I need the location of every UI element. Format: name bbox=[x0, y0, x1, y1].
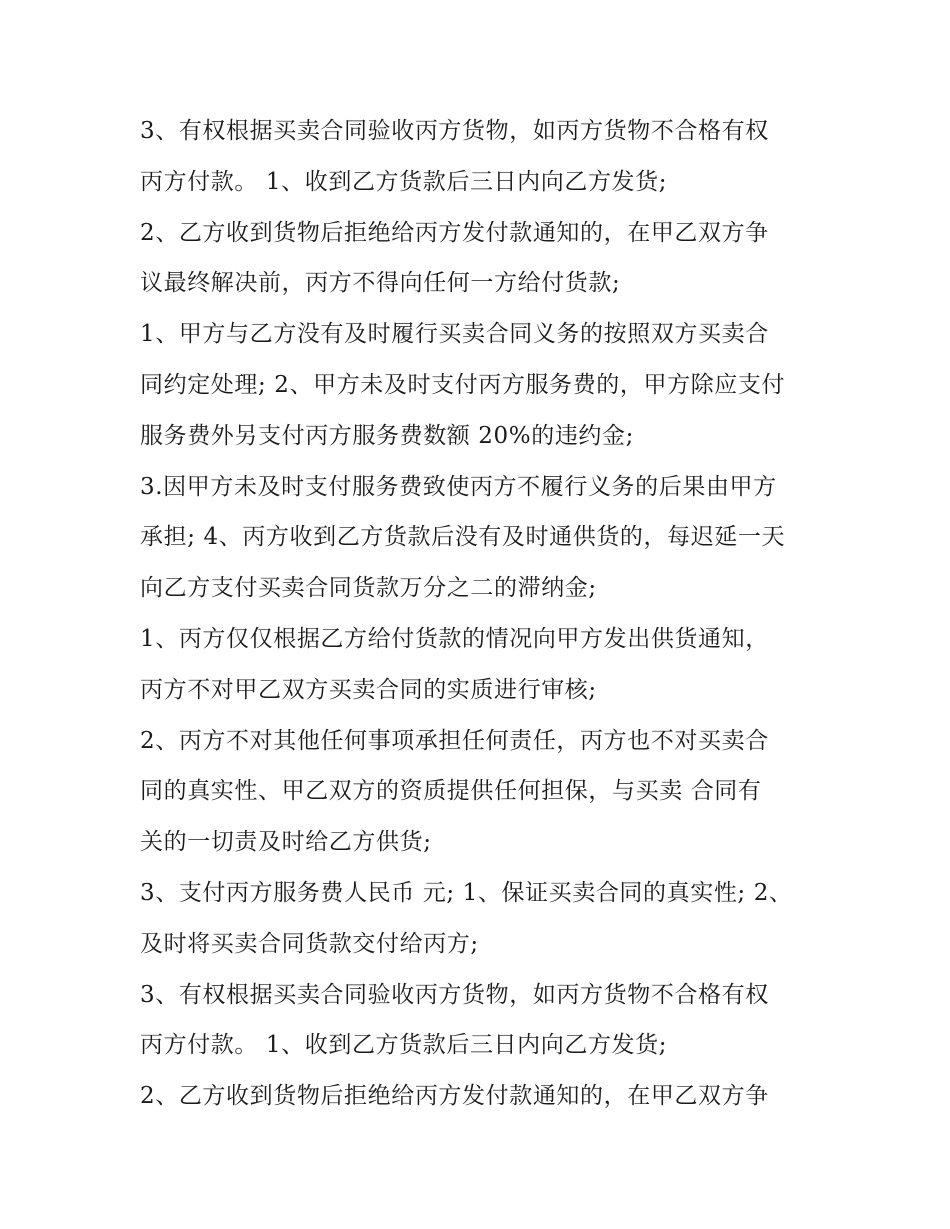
text-line: 丙方不对甲乙双方买卖合同的实质进行审核; bbox=[140, 676, 597, 703]
text-line: 及时将买卖合同货款交付给丙方; bbox=[140, 930, 479, 957]
text-line: 1、甲方与乙方没有及时履行买卖合同义务的按照双方买卖合 bbox=[140, 321, 769, 348]
text-line: 2、乙方收到货物后拒绝给丙方发付款通知的，在甲乙双方争 bbox=[140, 1083, 769, 1110]
text-line: 丙方付款。 1、收到乙方货款后三日内向乙方发货; bbox=[140, 1032, 668, 1059]
text-line: 1、丙方仅仅根据乙方给付货款的情况向甲方发出供货通知， bbox=[140, 625, 769, 652]
text-line: 议最终解决前，丙方不得向任何一方给付货款; bbox=[140, 270, 621, 297]
text-line: 同约定处理; 2、甲方未及时支付丙方服务费的，甲方除应支付 bbox=[140, 371, 786, 398]
document-body bbox=[140, 106, 820, 1122]
text-line: 关的一切责及时给乙方供货; bbox=[140, 829, 432, 856]
text-line: 3、支付丙方服务费人民币 元; 1、保证买卖合同的真实性; 2、 bbox=[140, 879, 793, 906]
text-line: 3、有权根据买卖合同验收丙方货物，如丙方货物不合格有权 bbox=[140, 981, 769, 1008]
text-line: 服务费外另支付丙方服务费数额 20%的违约金; bbox=[140, 422, 634, 449]
text-line: 丙方付款。 1、收到乙方货款后三日内向乙方发货; bbox=[140, 168, 668, 195]
text-line: 向乙方支付买卖合同货款万分之二的滞纳金; bbox=[140, 575, 597, 602]
text-line: 同的真实性、甲乙双方的资质提供任何担保，与买卖 合同有 bbox=[140, 778, 762, 805]
text-line: 3.因甲方未及时支付服务费致使丙方不履行义务的后果由甲方 bbox=[140, 473, 777, 500]
text-line: 2、乙方收到货物后拒绝给丙方发付款通知的，在甲乙双方争 bbox=[140, 219, 769, 246]
text-line: 3、有权根据买卖合同验收丙方货物，如丙方货物不合格有权 bbox=[140, 118, 769, 144]
text-line: 2、丙方不对其他任何事项承担任何责任，丙方也不对买卖合 bbox=[140, 727, 769, 754]
text-line: 承担; 4、丙方收到乙方货款后没有及时通供货的，每迟延一天 bbox=[140, 524, 786, 551]
